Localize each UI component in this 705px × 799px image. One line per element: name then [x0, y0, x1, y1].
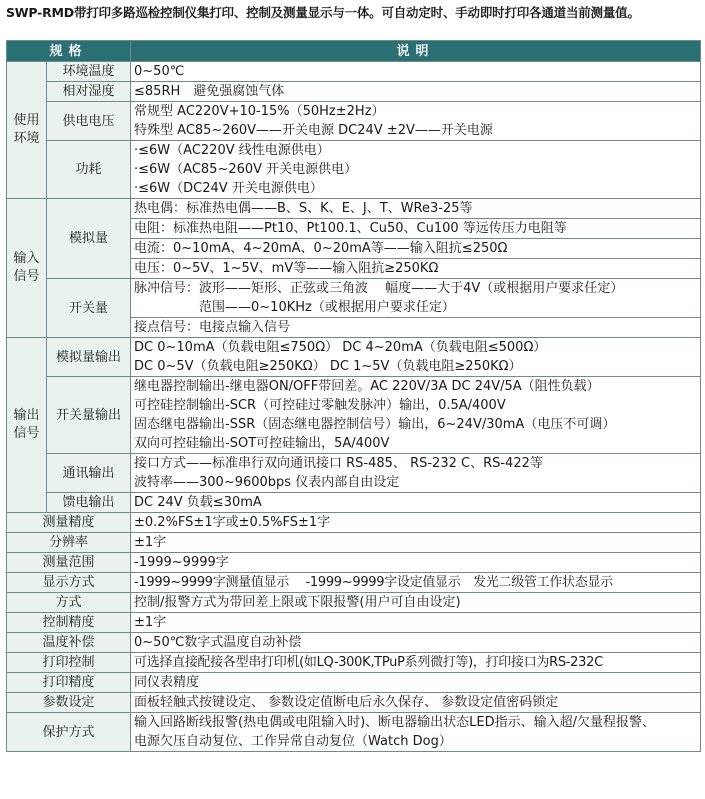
table-row	[7, 102, 701, 141]
row-label: 参数设定	[7, 693, 131, 713]
value-line: ·≤6W（AC220V 线性电源供电）	[134, 143, 330, 158]
table-row	[7, 613, 701, 633]
row-value: 控制/报警方式为带回差上限或下限报警(用户可自由设定)	[131, 593, 701, 613]
value-line: 电流：0~10mA、4~20mA、0~20mA等——输入阻抗≤250Ω	[131, 238, 700, 258]
table-row	[7, 633, 701, 653]
value-line: ·≤6W（DC24V 开关电源供电）	[134, 181, 323, 196]
row-value	[131, 713, 701, 752]
table-row	[7, 141, 701, 199]
table-row	[7, 513, 701, 533]
value-line: 电压：0~5V、1~5V、mV等——输入阻抗≥250KΩ	[131, 258, 700, 278]
table-row	[7, 673, 701, 693]
row-label: 显示方式	[7, 573, 131, 593]
row-label: 温度补偿	[7, 633, 131, 653]
value-line: 脉冲信号：波形——矩形、正弦或三角波 幅度——大于4V（或根据用户要求任定）	[134, 281, 624, 296]
table-row	[7, 199, 701, 279]
row-value	[131, 141, 701, 199]
row-value: 0~50℃数字式温度自动补偿	[131, 633, 701, 653]
value-line: 特殊型 AC85~260V——开关电源 DC24V ±2V——开关电源	[134, 123, 493, 138]
value-line: 双向可控硅输出-SOT可控硅输出，5A/400V	[134, 436, 390, 451]
row-label: 开关量输出	[47, 377, 131, 454]
row-value: 面板轻触式按键设定、 参数设定值断电后永久保存、 参数设定值密码锁定	[131, 693, 701, 713]
table-row	[7, 82, 701, 102]
row-value: 同仪表精度	[131, 673, 701, 693]
value-line: 电阻：标准热电阻——Pt10、Pt100.1、Cu50、Cu100 等远传压力电阻等	[131, 218, 700, 238]
table-row	[7, 653, 701, 673]
row-value: ±1字	[131, 533, 701, 553]
value-line: 范围——0~10KHz（或根据用户要求任定）	[134, 300, 455, 315]
group-input: 输入信号	[7, 199, 47, 338]
row-label: 功耗	[47, 141, 131, 199]
row-value: 0~50℃	[131, 62, 701, 82]
value-line: 固态继电器输出-SSR（固态继电器控制信号）输出，6~24V/30mA（电压不可调）	[134, 417, 616, 432]
row-label: 模拟量输出	[47, 338, 131, 377]
row-label: 馈电输出	[47, 493, 131, 513]
row-label: 方式	[7, 593, 131, 613]
row-label: 供电电压	[47, 102, 131, 141]
value-line: DC 0~5V（负载电阻≥250KΩ） DC 1~5V（负载电阻≥250KΩ）	[134, 359, 522, 374]
value-line: DC 0~10mA（负载电阻≤750Ω） DC 4~20mA（负载电阻≤500Ω）	[134, 340, 547, 355]
table-row	[7, 279, 701, 338]
table-row	[7, 573, 701, 593]
value-line: 输入回路断线报警(热电偶或电阻输入时)、断电器输出状态LED指示、输入超/欠量程报警、	[134, 715, 656, 730]
row-label: 通讯输出	[47, 454, 131, 493]
value-line: ·≤6W（AC85~260V 开关电源供电）	[134, 162, 358, 177]
row-label: 测量精度	[7, 513, 131, 533]
table-row	[7, 713, 701, 752]
row-value: -1999~9999字	[131, 553, 701, 573]
row-label: 打印精度	[7, 673, 131, 693]
value-line: 热电偶：标准热电偶——B、S、K、E、J、T、WRe3-25等	[134, 201, 473, 216]
table-row	[7, 693, 701, 713]
table-row	[7, 493, 701, 513]
row-label: 保护方式	[7, 713, 131, 752]
row-value	[131, 199, 701, 279]
spec-table	[6, 40, 701, 752]
table-row	[7, 553, 701, 573]
row-label: 打印控制	[7, 653, 131, 673]
row-value: ±1字	[131, 613, 701, 633]
table-row	[7, 593, 701, 613]
row-value: DC 24V 负载≤30mA	[131, 493, 701, 513]
row-value: ≤85RH 避免强腐蚀气体	[131, 82, 701, 102]
table-row	[7, 377, 701, 454]
value-line: 波特率——300~9600bps 仪表内部自由设定	[134, 475, 400, 490]
header-desc: 说明	[131, 41, 701, 62]
group-env: 使用环境	[7, 62, 47, 199]
table-header	[7, 41, 701, 62]
row-value	[131, 377, 701, 454]
table-row	[7, 454, 701, 493]
group-output: 输出信号	[7, 338, 47, 513]
row-value	[131, 338, 701, 377]
row-value	[131, 454, 701, 493]
value-line: 接点信号：电接点输入信号	[131, 317, 700, 337]
value-line: 常规型 AC220V+10-15%（50Hz±2Hz）	[134, 104, 385, 119]
row-label: 相对湿度	[47, 82, 131, 102]
row-value: -1999~9999字测量值显示 -1999~9999字设定值显示 发光二级管工作状态显示	[131, 573, 701, 593]
row-value	[131, 279, 701, 338]
value-line: 可控硅控制输出-SCR（可控硅过零触发脉冲）输出，0.5A/400V	[134, 398, 506, 413]
row-label: 分辨率	[7, 533, 131, 553]
value-line: 接口方式——标准串行双向通讯接口 RS-485、 RS-232 C、RS-422等	[134, 456, 543, 471]
row-label: 控制精度	[7, 613, 131, 633]
table-row	[7, 62, 701, 82]
row-value	[131, 102, 701, 141]
value-line: 电源欠压自动复位、工作异常自动复位（Watch Dog）	[134, 734, 452, 749]
row-label: 测量范围	[7, 553, 131, 573]
row-label: 模拟量	[47, 199, 131, 279]
row-value: ±0.2%FS±1字或±0.5%FS±1字	[131, 513, 701, 533]
table-row	[7, 533, 701, 553]
row-label: 环境温度	[47, 62, 131, 82]
row-value: 可选择直接配接各型串打印机(如LQ-300K,TPuP系列微打等)，打印接口为RS-232C	[131, 653, 701, 673]
table-row	[7, 338, 701, 377]
row-label: 开关量	[47, 279, 131, 338]
header-spec: 规格	[7, 41, 131, 62]
value-line: 继电器控制输出-继电器ON/OFF带回差。AC 220V/3A DC 24V/5A（阻性负载）	[134, 379, 600, 394]
intro-text: SWP-RMD带打印多路巡检控制仪集打印、控制及测量显示与一体。可自动定时、手动即时打印各通道当前测量值。	[6, 5, 640, 20]
